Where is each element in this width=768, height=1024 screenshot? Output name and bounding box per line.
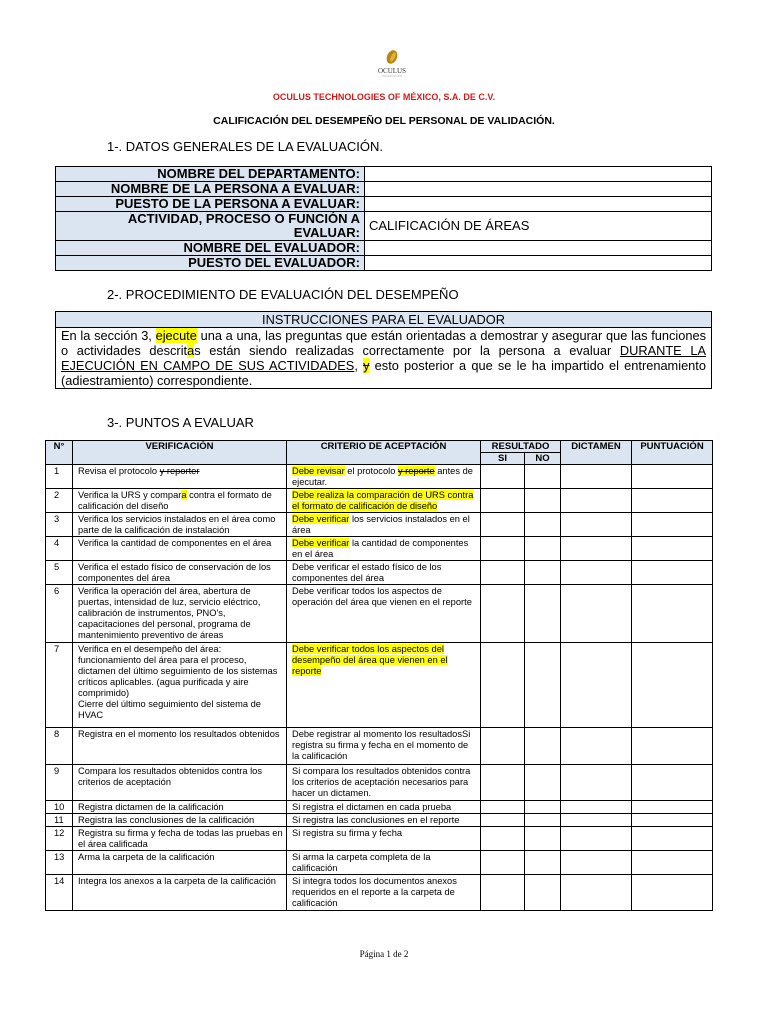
criteria-cell: Debe verificar los servicios instalados en el área bbox=[287, 513, 481, 537]
row-number: 13 bbox=[46, 851, 73, 875]
field-label: PUESTO DE LA PERSONA A EVALUAR: bbox=[56, 197, 365, 212]
evaluation-row bbox=[46, 814, 713, 827]
result-yes-cell[interactable] bbox=[481, 465, 525, 489]
score-cell[interactable] bbox=[632, 537, 713, 561]
field-value[interactable] bbox=[365, 167, 712, 182]
dictamen-cell[interactable] bbox=[561, 489, 632, 513]
general-data-row bbox=[56, 167, 712, 182]
row-number: 1 bbox=[46, 465, 73, 489]
general-data-row bbox=[56, 182, 712, 197]
verification-cell: Registra su firma y fecha de todas las pruebas en el área calificada bbox=[73, 827, 287, 851]
evaluation-row bbox=[46, 801, 713, 814]
result-yes-cell[interactable] bbox=[481, 489, 525, 513]
dictamen-cell[interactable] bbox=[561, 875, 632, 911]
criteria-cell: Debe revisar el protocolo y reporte antes de ejecutar. bbox=[287, 465, 481, 489]
dictamen-cell[interactable] bbox=[561, 643, 632, 728]
verification-cell: Revisa el protocolo y reporter bbox=[73, 465, 287, 489]
field-value[interactable] bbox=[365, 197, 712, 212]
verification-cell: Arma la carpeta de la calificación bbox=[73, 851, 287, 875]
general-data-row bbox=[56, 212, 712, 241]
result-no-cell[interactable] bbox=[525, 851, 561, 875]
criteria-cell: Si registra el dictamen en cada prueba bbox=[287, 801, 481, 814]
result-yes-cell[interactable] bbox=[481, 814, 525, 827]
section3-heading: 3-. PUNTOS A EVALUAR bbox=[107, 415, 254, 430]
col-result: RESULTADO bbox=[481, 441, 561, 453]
dictamen-cell[interactable] bbox=[561, 765, 632, 801]
result-yes-cell[interactable] bbox=[481, 801, 525, 814]
verification-cell: Registra dictamen de la calificación bbox=[73, 801, 287, 814]
verification-cell: Verifica el estado físico de conservación de los componentes del área bbox=[73, 561, 287, 585]
col-verification: VERIFICACIÓN bbox=[73, 441, 287, 465]
col-yes: SI bbox=[481, 453, 525, 465]
row-number: 3 bbox=[46, 513, 73, 537]
criteria-cell: Debe realiza la comparación de URS contra el formato de calificación de diseño bbox=[287, 489, 481, 513]
score-cell[interactable] bbox=[632, 465, 713, 489]
company-name: OCULUS TECHNOLOGIES OF MÉXICO, S.A. DE C.V. bbox=[272, 92, 496, 102]
field-value[interactable] bbox=[365, 182, 712, 197]
evaluation-row bbox=[46, 465, 713, 489]
col-no: NO bbox=[525, 453, 561, 465]
result-no-cell[interactable] bbox=[525, 827, 561, 851]
col-dictamen: DICTAMEN bbox=[561, 441, 632, 465]
dictamen-cell[interactable] bbox=[561, 537, 632, 561]
verification-cell: Registra las conclusiones de la calificación bbox=[73, 814, 287, 827]
score-cell[interactable] bbox=[632, 827, 713, 851]
dictamen-cell[interactable] bbox=[561, 465, 632, 489]
row-number: 12 bbox=[46, 827, 73, 851]
result-no-cell[interactable] bbox=[525, 585, 561, 643]
criteria-cell: Si integra todos los documentos anexos requeridos en el reporte a la carpeta de calificación bbox=[287, 875, 481, 911]
score-cell[interactable] bbox=[632, 851, 713, 875]
result-no-cell[interactable] bbox=[525, 537, 561, 561]
score-cell[interactable] bbox=[632, 801, 713, 814]
dictamen-cell[interactable] bbox=[561, 513, 632, 537]
field-label: PUESTO DEL EVALUADOR: bbox=[56, 256, 365, 271]
criteria-cell: Debe verificar el estado físico de los componentes del área bbox=[287, 561, 481, 585]
result-yes-cell[interactable] bbox=[481, 728, 525, 765]
evaluation-row bbox=[46, 585, 713, 643]
dictamen-cell[interactable] bbox=[561, 851, 632, 875]
row-number: 11 bbox=[46, 814, 73, 827]
criteria-cell: Debe verificar todos los aspectos del desempeño del área que vienen en el reporte bbox=[287, 643, 481, 728]
result-yes-cell[interactable] bbox=[481, 875, 525, 911]
section2-heading: 2-. PROCEDIMIENTO DE EVALUACIÓN DEL DESEMPEÑO bbox=[107, 287, 459, 302]
evaluation-row bbox=[46, 643, 713, 728]
row-number: 4 bbox=[46, 537, 73, 561]
verification-cell: Verifica la URS y compara contra el formato de calificación del diseño bbox=[73, 489, 287, 513]
criteria-cell: Si compara los resultados obtenidos contra los criterios de aceptación necesarios para hacer un dictamen. bbox=[287, 765, 481, 801]
instructions-table bbox=[55, 311, 712, 389]
verification-cell: Integra los anexos a la carpeta de la calificación bbox=[73, 875, 287, 911]
result-no-cell[interactable] bbox=[525, 801, 561, 814]
row-number: 8 bbox=[46, 728, 73, 765]
general-data-table bbox=[55, 166, 712, 271]
criteria-cell: Si registra las conclusiones en el reporte bbox=[287, 814, 481, 827]
criteria-cell: Debe verificar la cantidad de componentes en el área bbox=[287, 537, 481, 561]
row-number: 9 bbox=[46, 765, 73, 801]
field-label: ACTIVIDAD, PROCESO O FUNCIÓN A EVALUAR: bbox=[56, 212, 365, 241]
evaluation-row bbox=[46, 728, 713, 765]
col-criteria: CRITERIO DE ACEPTACIÓN bbox=[287, 441, 481, 465]
score-cell[interactable] bbox=[632, 643, 713, 728]
general-data-row bbox=[56, 197, 712, 212]
result-no-cell[interactable] bbox=[525, 765, 561, 801]
result-no-cell[interactable] bbox=[525, 643, 561, 728]
score-cell[interactable] bbox=[632, 875, 713, 911]
row-number: 6 bbox=[46, 585, 73, 643]
row-number: 10 bbox=[46, 801, 73, 814]
field-label: NOMBRE DEL DEPARTAMENTO: bbox=[56, 167, 365, 182]
result-yes-cell[interactable] bbox=[481, 561, 525, 585]
result-no-cell[interactable] bbox=[525, 814, 561, 827]
document-title: CALIFICACIÓN DEL DESEMPEÑO DEL PERSONAL DE VALIDACIÓN. bbox=[213, 115, 555, 127]
dictamen-cell[interactable] bbox=[561, 801, 632, 814]
verification-cell: Compara los resultados obtenidos contra los criterios de aceptación bbox=[73, 765, 287, 801]
page-number: Página 1 de 2 bbox=[359, 949, 409, 959]
field-label: NOMBRE DEL EVALUADOR: bbox=[56, 241, 365, 256]
dictamen-cell[interactable] bbox=[561, 728, 632, 765]
row-number: 14 bbox=[46, 875, 73, 911]
field-label: NOMBRE DE LA PERSONA A EVALUAR: bbox=[56, 182, 365, 197]
evaluation-table bbox=[45, 440, 713, 911]
field-value[interactable]: CALIFICACIÓN DE ÁREAS bbox=[365, 212, 712, 241]
row-number: 2 bbox=[46, 489, 73, 513]
criteria-cell: Si registra su firma y fecha bbox=[287, 827, 481, 851]
score-cell[interactable] bbox=[632, 728, 713, 765]
evaluation-row bbox=[46, 561, 713, 585]
result-no-cell[interactable] bbox=[525, 561, 561, 585]
evaluation-row bbox=[46, 537, 713, 561]
dictamen-cell[interactable] bbox=[561, 585, 632, 643]
evaluation-row bbox=[46, 851, 713, 875]
verification-cell: Verifica en el desempeño del área: funcionamiento del área para el proceso, dictamen del último seguimiento de los sistemas críticos aplicables. (agua purificada y aire comprimido) Cierre del último seguimiento del sistema de HVAC bbox=[73, 643, 287, 728]
company-logo bbox=[374, 48, 410, 80]
score-cell[interactable] bbox=[632, 513, 713, 537]
dictamen-cell[interactable] bbox=[561, 561, 632, 585]
col-score: PUNTUACIÓN bbox=[632, 441, 713, 465]
instructions-text: En la sección 3, ejecute una a una, las preguntas que están orientadas a demostrar y asegurar que las funciones o actividades descritas están siendo realizadas correctamente por la persona a evaluar DURANTE LA EJECUCIÓN EN CAMPO DE SUS ACTIVIDADES, y esto posterior a que se le ha impartido el entrenamiento (adiestramiento) correspondiente. bbox=[56, 328, 712, 389]
result-yes-cell[interactable] bbox=[481, 827, 525, 851]
verification-cell: Registra en el momento los resultados obtenidos bbox=[73, 728, 287, 765]
result-yes-cell[interactable] bbox=[481, 585, 525, 643]
dictamen-cell[interactable] bbox=[561, 827, 632, 851]
row-number: 5 bbox=[46, 561, 73, 585]
general-data-row bbox=[56, 241, 712, 256]
dictamen-cell[interactable] bbox=[561, 814, 632, 827]
result-no-cell[interactable] bbox=[525, 728, 561, 765]
score-cell[interactable] bbox=[632, 765, 713, 801]
field-value[interactable] bbox=[365, 241, 712, 256]
verification-cell: Verifica los servicios instalados en el área como parte de la calificación de instalación bbox=[73, 513, 287, 537]
logo-text: OCULUS bbox=[377, 67, 407, 75]
col-number: N° bbox=[46, 441, 73, 465]
section1-heading: 1-. DATOS GENERALES DE LA EVALUACIÓN. bbox=[107, 139, 383, 154]
result-yes-cell[interactable] bbox=[481, 513, 525, 537]
row-number: 7 bbox=[46, 643, 73, 728]
result-yes-cell[interactable] bbox=[481, 537, 525, 561]
criteria-cell: Debe verificar todos los aspectos de operación del área que vienen en el reporte bbox=[287, 585, 481, 643]
score-cell[interactable] bbox=[632, 585, 713, 643]
result-yes-cell[interactable] bbox=[481, 643, 525, 728]
result-no-cell[interactable] bbox=[525, 465, 561, 489]
general-data-row bbox=[56, 256, 712, 271]
result-yes-cell[interactable] bbox=[481, 765, 525, 801]
score-cell[interactable] bbox=[632, 561, 713, 585]
result-no-cell[interactable] bbox=[525, 513, 561, 537]
evaluation-row bbox=[46, 489, 713, 513]
evaluation-row bbox=[46, 875, 713, 911]
instructions-title: INSTRUCCIONES PARA EL EVALUADOR bbox=[56, 312, 712, 328]
result-no-cell[interactable] bbox=[525, 489, 561, 513]
verification-cell: Verifica la operación del área, abertura de puertas, intensidad de luz, servicio eléctrico, calibración de instrumentos, PNO's, capacitaciones del personal, programa de mantenimiento preventivo de áreas bbox=[73, 585, 287, 643]
field-value[interactable] bbox=[365, 256, 712, 271]
verification-cell: Verifica la cantidad de componentes en el área bbox=[73, 537, 287, 561]
result-yes-cell[interactable] bbox=[481, 851, 525, 875]
score-cell[interactable] bbox=[632, 814, 713, 827]
criteria-cell: Si arma la carpeta completa de la calificación bbox=[287, 851, 481, 875]
score-cell[interactable] bbox=[632, 489, 713, 513]
evaluation-row bbox=[46, 765, 713, 801]
result-no-cell[interactable] bbox=[525, 875, 561, 911]
criteria-cell: Debe registrar al momento los resultadosSi registra su firma y fecha en el momento de la calificación bbox=[287, 728, 481, 765]
evaluation-row bbox=[46, 827, 713, 851]
evaluation-row bbox=[46, 513, 713, 537]
